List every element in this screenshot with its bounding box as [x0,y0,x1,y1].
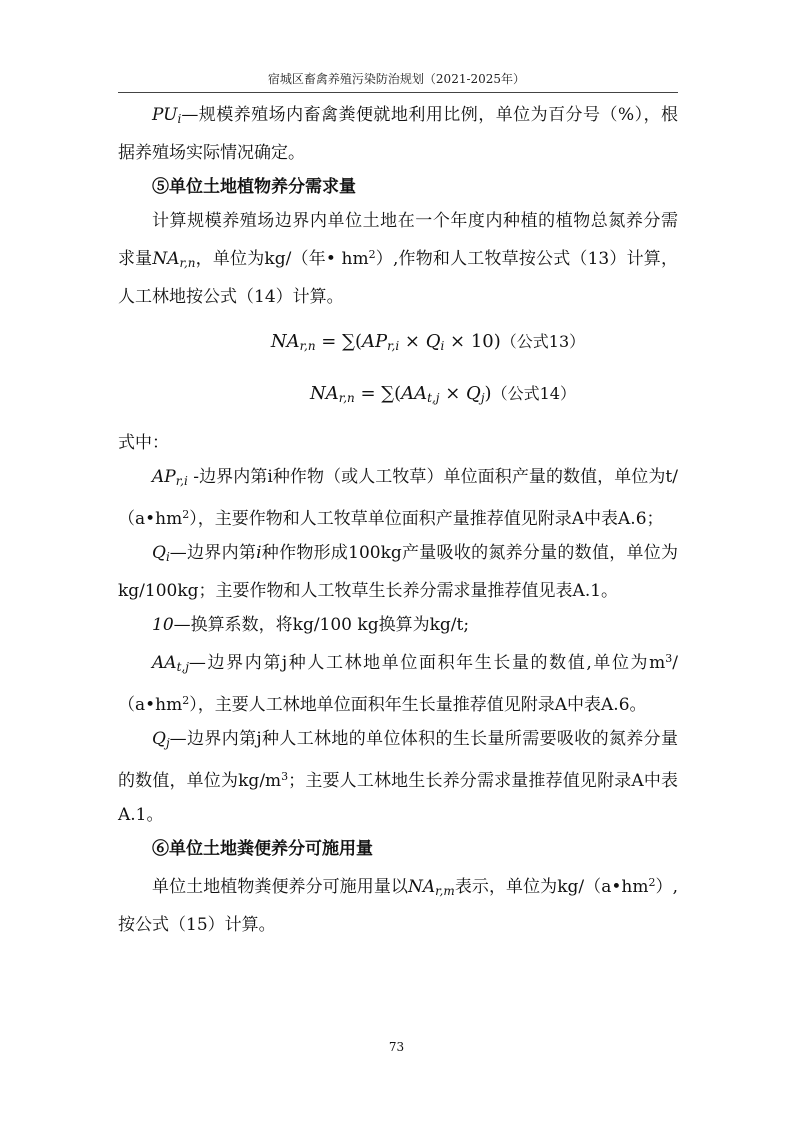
symbol-na: NA [152,249,180,269]
para-nam-text2: 表示，单位为kg/（a•hm [454,877,649,897]
para-pu-text: —规模养殖场内畜禽粪便就地利用比例，单位为百分号（%），根据养殖场实际情况确定。 [118,105,678,163]
f13-lhs-sub: r,n [299,339,316,353]
def-aa-text2: /（a•hm [118,653,678,715]
formula-14 [118,374,678,418]
section-5-heading: ⑤单位土地植物养分需求量 [152,177,356,197]
def-ap [118,460,678,536]
where-label: 式中： [118,433,169,453]
f13-term1: AP [361,331,388,352]
def-qj-sup: 3 [281,770,289,783]
def-qi-text2: 种作物形成100kg产量吸收的氮养分量的数值，单位为kg/100kg；主要作物和人工牧草生长养分需求量推荐值见表A.1。 [118,543,678,601]
f14-term1-sub: t,j [427,391,440,405]
f13-term2-sub: i [440,339,445,353]
symbol-qj-sub: j [165,736,170,750]
symbol-qi: Q [152,543,166,563]
def-aa [118,642,678,722]
header-divider [118,92,678,93]
def-10-text: —换算系数，将kg/100 kg换算为kg/t; [173,615,470,635]
f14-tail: ) [484,383,492,404]
f13-tag: （公式13） [500,332,586,351]
para-pu-definition [118,98,678,170]
para-na-text1: 计算规模养殖场边界内单位土地在一个年度内种植的植物总氮养分需求量 [118,211,678,269]
symbol-nam-sub: r,m [435,884,455,898]
def-qj-text2: ；主要人工林地生长养分需求量推荐值见附录A中表A.1。 [118,771,679,825]
def-10 [118,608,678,642]
running-header: 宿城区畜禽养殖污染防治规划（2021-2025年） [267,72,526,86]
f14-lhs-sub: r,n [338,391,355,405]
f14-tag: （公式14） [491,384,576,403]
f14-term1: AA [401,383,428,404]
f14-op: = ∑( [354,383,402,404]
symbol-qi-sub: i [165,550,170,564]
symbol-10: 10 [152,615,174,635]
f13-lhs: NA [270,331,300,352]
f13-mid: × [399,331,426,352]
f14-term2: Q [466,383,481,404]
f13-op: = ∑( [315,331,362,352]
symbol-pu-sub: i [177,112,182,126]
f13-term1-sub: r,i [387,339,400,353]
document-body [118,98,678,942]
formula-13 [118,322,678,366]
para-na-text2: ，单位为kg/（年• hm [195,249,369,269]
def-aa-sup2: 2 [182,694,190,707]
para-na-sup: 2 [368,248,376,261]
symbol-aa-sub: t,j [176,660,189,674]
symbol-nam: NA [407,877,436,897]
para-nam [118,866,678,942]
def-ap-sup: 2 [182,508,190,521]
def-ap-text2: ），主要作物和人工牧草单位面积产量推荐值见附录A中表A.6； [189,509,664,529]
symbol-pu: PU [152,105,178,125]
f14-term2-sub: j [480,391,485,405]
def-qj [118,722,678,832]
f14-lhs: NA [310,383,339,404]
def-qi-text1: —边界内第 [169,543,257,563]
para-nam-text3: ）, 按公式（15）计算。 [118,877,679,935]
symbol-ap: AP [152,467,176,487]
def-aa-text1: —边界内第j种人工林地单位面积年生长量的数值,单位为m [188,653,666,673]
para-na-text3: ）,作物和人工牧草按公式（13）计算，人工林地按公式（14）计算。 [118,249,678,307]
para-nam-text1: 单位土地植物粪便养分可施用量以 [152,877,408,897]
def-aa-text3: ），主要人工林地单位面积年生长量推荐值见附录A中表A.6。 [189,695,647,715]
symbol-ap-sub: r,i [175,474,188,488]
f14-mid: × [439,383,467,404]
def-ap-text1: -边界内第i种作物（或人工牧草）单位面积产量的数值，单位为t/（a•hm [118,467,678,529]
para-na-intro [118,204,678,314]
def-qj-text1: —边界内第j种人工林地的单位体积的生长量所需要吸收的氮养分量的数值，单位为kg/m [118,729,678,791]
symbol-aa: AA [152,653,177,673]
symbol-qj: Q [152,729,166,749]
symbol-na-sub: r,n [179,256,196,270]
f13-tail: × 10) [444,331,501,352]
f13-term2: Q [425,331,441,352]
def-qi [118,536,678,608]
def-aa-sup1: 3 [665,652,673,665]
para-nam-sup: 2 [648,876,656,889]
def-qi-ital: i [256,543,262,563]
section-6-heading: ⑥单位土地粪便养分可施用量 [152,839,373,859]
page-number: 73 [388,1040,405,1054]
